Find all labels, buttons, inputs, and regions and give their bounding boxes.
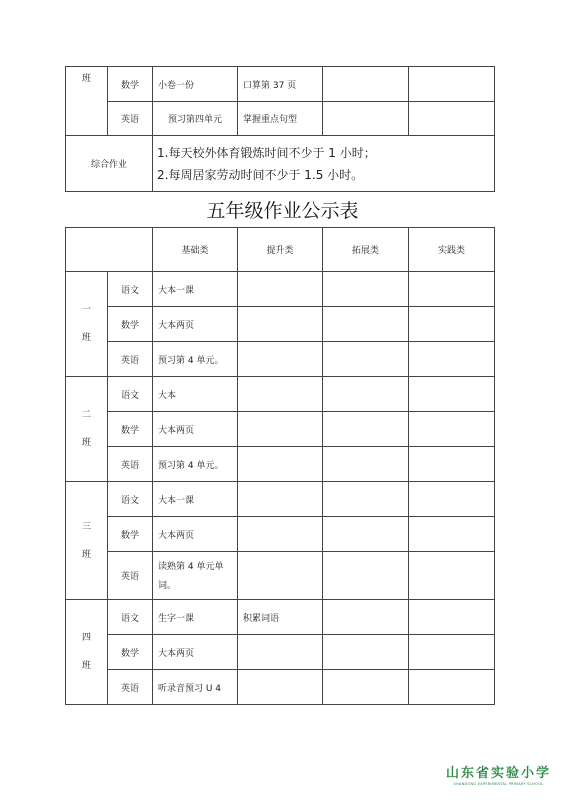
improve-cell <box>238 412 323 447</box>
school-logo <box>446 762 551 786</box>
practice-cell <box>409 447 495 482</box>
table-row <box>66 377 495 412</box>
practice-cell <box>409 377 495 412</box>
basic-cell: 大本两页 <box>153 412 238 447</box>
page-title: 五年级作业公示表 <box>206 200 359 222</box>
basic-cell: 大本一课 <box>153 272 238 307</box>
improve-cell <box>238 272 323 307</box>
comprehensive-label: 综合作业 <box>66 136 153 192</box>
subject-cell: 语文 <box>108 272 153 307</box>
improve-cell <box>238 635 323 670</box>
practice-cell <box>409 102 495 136</box>
table-row <box>66 447 495 482</box>
table-row <box>66 482 495 517</box>
school-logo-name: 山东省实验小学 <box>445 766 551 781</box>
extend-cell <box>323 377 409 412</box>
extend-cell <box>323 447 409 482</box>
subject-cell: 英语 <box>108 342 153 377</box>
basic-cell: 大本一课 <box>153 482 238 517</box>
improve-cell <box>238 447 323 482</box>
header-corner <box>66 228 153 272</box>
improve-cell <box>238 342 323 377</box>
table-row <box>66 307 495 342</box>
table-row <box>66 342 495 377</box>
comprehensive-item: 1.每天校外体育锻炼时间不少于 1 小时； <box>157 145 376 160</box>
header-practice: 实践类 <box>409 228 495 272</box>
subject-cell: 数学 <box>108 307 153 342</box>
table-row <box>66 635 495 670</box>
improve-cell <box>238 482 323 517</box>
header-extend: 拓展类 <box>323 228 409 272</box>
improve-cell <box>238 670 323 705</box>
subject-cell: 数学 <box>108 67 153 102</box>
comprehensive-content <box>153 136 495 192</box>
header-row <box>66 228 495 272</box>
extend-cell <box>323 635 409 670</box>
table-row <box>66 102 495 136</box>
improve-cell: 口算第 37 页 <box>238 67 323 102</box>
improve-cell <box>238 517 323 552</box>
extend-cell <box>323 670 409 705</box>
table-row <box>66 272 495 307</box>
practice-cell <box>409 600 495 635</box>
practice-cell <box>409 635 495 670</box>
basic-cell <box>153 552 238 600</box>
basic-cell: 生字一课 <box>153 600 238 635</box>
previous-class-table <box>65 66 495 192</box>
subject-cell: 英语 <box>108 552 153 600</box>
comprehensive-item: 2.每周居家劳动时间不少于 1.5 小时。 <box>157 167 364 182</box>
practice-cell <box>409 670 495 705</box>
extend-cell <box>323 552 409 600</box>
extend-cell <box>323 517 409 552</box>
practice-cell <box>409 67 495 102</box>
extend-cell <box>323 412 409 447</box>
subject-cell: 语文 <box>108 482 153 517</box>
class-label: 三 班 <box>66 482 108 600</box>
subject-cell: 英语 <box>108 447 153 482</box>
subject-cell: 英语 <box>108 102 153 136</box>
basic-cell: 大本两页 <box>153 517 238 552</box>
basic-line: 读熟第 4 单元单 <box>158 561 224 572</box>
comprehensive-row <box>66 136 495 192</box>
subject-cell: 语文 <box>108 600 153 635</box>
class-label: 四 班 <box>66 600 108 705</box>
extend-cell <box>323 600 409 635</box>
subject-cell: 数学 <box>108 635 153 670</box>
class-label: 班 <box>66 67 108 136</box>
school-logo-english: SHANDONG EXPERIMENTAL PRIMARY SCHOOL <box>453 782 544 786</box>
extend-cell <box>323 102 409 136</box>
basic-cell: 小卷一份 <box>153 67 238 102</box>
subject-cell: 数学 <box>108 517 153 552</box>
improve-cell <box>238 552 323 600</box>
improve-cell <box>238 307 323 342</box>
basic-cell: 大本两页 <box>153 635 238 670</box>
subject-cell: 语文 <box>108 377 153 412</box>
practice-cell <box>409 482 495 517</box>
subject-cell: 数学 <box>108 412 153 447</box>
table-row <box>66 552 495 600</box>
practice-cell <box>409 412 495 447</box>
basic-cell: 听录音预习 U 4 <box>153 670 238 705</box>
improve-cell <box>238 377 323 412</box>
extend-cell <box>323 342 409 377</box>
practice-cell <box>409 342 495 377</box>
basic-cell: 大本 <box>153 377 238 412</box>
basic-cell: 大本两页 <box>153 307 238 342</box>
class-label: 二 班 <box>66 377 108 482</box>
practice-cell <box>409 552 495 600</box>
subject-cell: 英语 <box>108 670 153 705</box>
extend-cell <box>323 272 409 307</box>
basic-line: 词。 <box>158 580 177 591</box>
extend-cell <box>323 482 409 517</box>
practice-cell <box>409 272 495 307</box>
extend-cell <box>323 67 409 102</box>
table-row <box>66 517 495 552</box>
grade-five-homework-table <box>65 227 495 705</box>
table-row <box>66 670 495 705</box>
class-label: 一 班 <box>66 272 108 377</box>
improve-cell: 积累词语 <box>238 600 323 635</box>
table-row <box>66 412 495 447</box>
header-improve: 提升类 <box>238 228 323 272</box>
basic-cell: 预习第 4 单元。 <box>153 342 238 377</box>
improve-cell: 掌握重点句型 <box>238 102 323 136</box>
table-row <box>66 67 495 102</box>
practice-cell <box>409 307 495 342</box>
basic-cell: 预习第 4 单元。 <box>153 447 238 482</box>
practice-cell <box>409 517 495 552</box>
table-row <box>66 600 495 635</box>
header-basic: 基础类 <box>153 228 238 272</box>
extend-cell <box>323 307 409 342</box>
basic-cell: 预习第四单元 <box>153 102 238 136</box>
